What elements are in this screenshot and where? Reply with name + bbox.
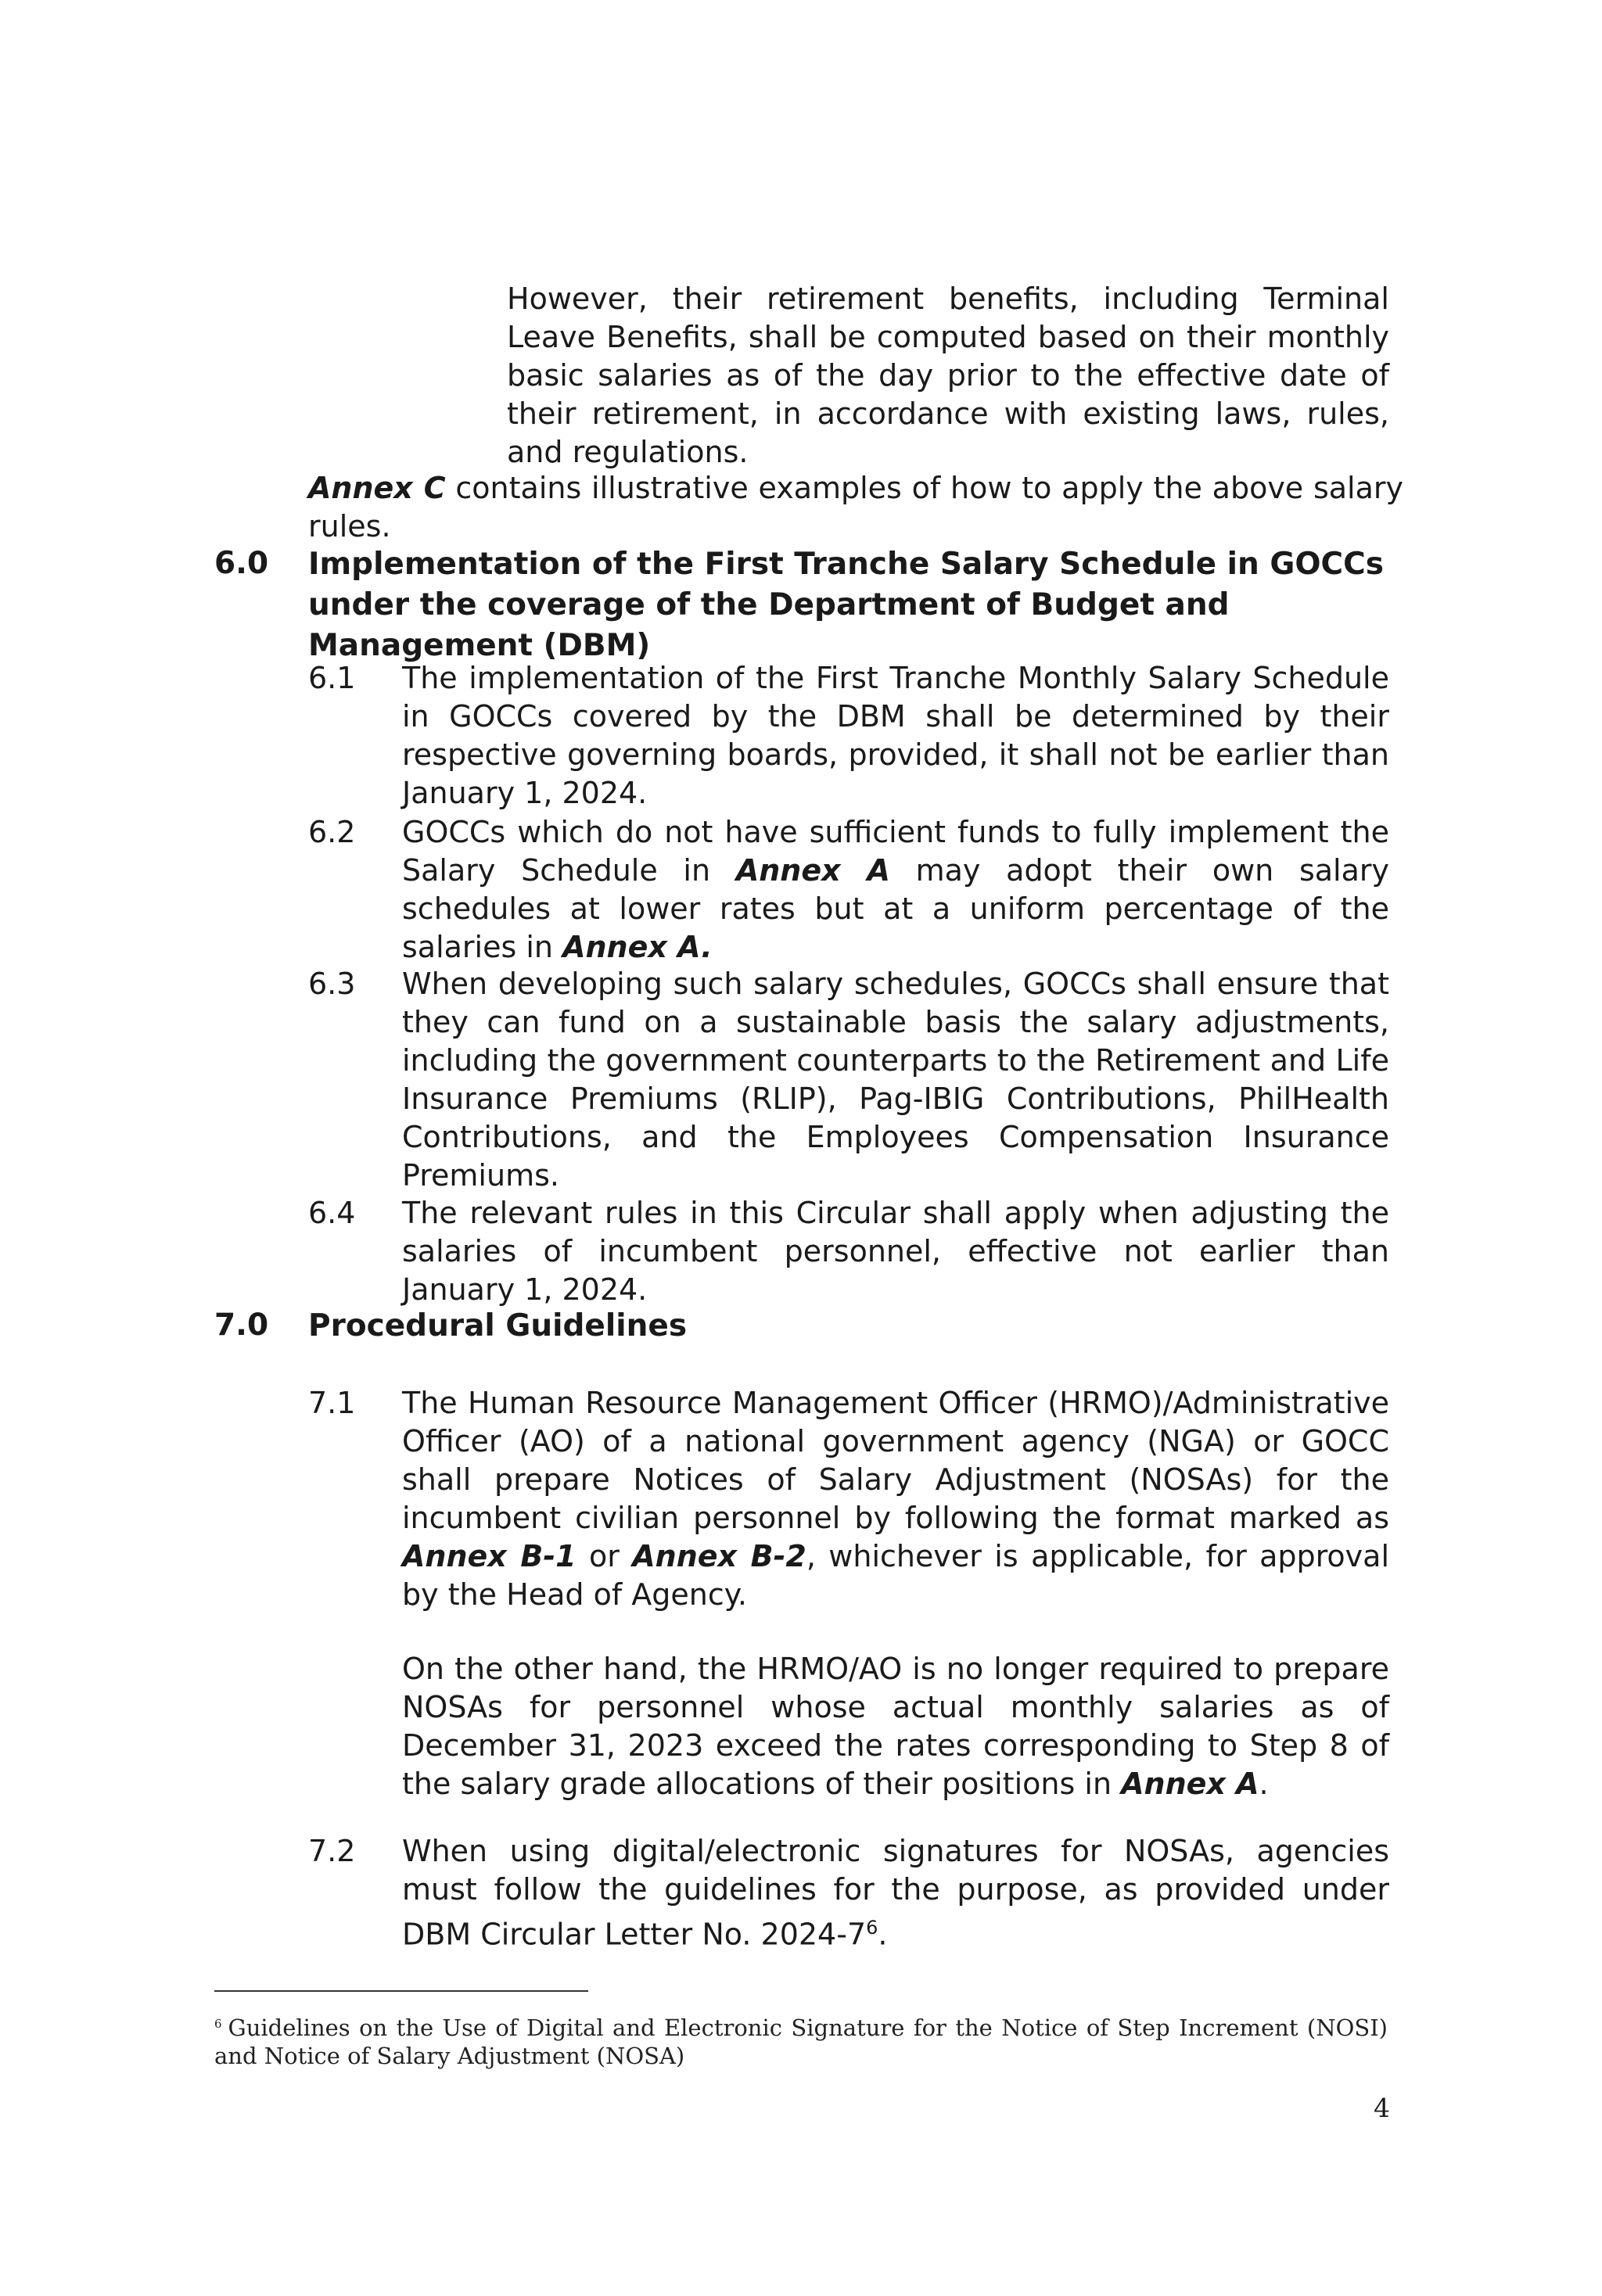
item-6-2-text <box>402 813 1389 967</box>
item-6-3-text: When developing such salary schedules, GOCCs shall ensure that they can fund on a sustainable basis the salary adjustments, including the government counterparts to the Retirement and Life Insurance Premiums (RLIP), Pag-IBIG Contributions, PhilHealth Contributions, and the Employees Compensation Insurance Premiums. <box>402 967 1389 1193</box>
footnote-text: Guidelines on the Use of Digital and Electronic Signature for the Notice of Step Increment (NOSI) and Notice of Salary Adjustment (NOSA) <box>214 2014 1388 2069</box>
footnote-marker: 6 <box>214 2017 222 2031</box>
section-7-number: 7.0 <box>214 1308 269 1343</box>
footnote <box>214 2010 1388 2070</box>
annex-a-ref: Annex A <box>1121 1767 1259 1801</box>
item-6-3-number: 6.3 <box>308 967 356 1001</box>
item-7-1-paragraph-2 <box>402 1650 1389 1803</box>
item-7-1-text-c: , whichever is applicable, for approval by the Head of Agency. <box>402 1539 1390 1612</box>
item-6-1-number: 6.1 <box>308 661 356 695</box>
retirement-paragraph: However, their retirement benefits, including Terminal Leave Benefits, shall be computed based on their monthly basic salaries as of the day prior to the effective date of their retirement, in accordance with existing laws, rules, and regulations. <box>507 282 1389 469</box>
item-6-4-number: 6.4 <box>308 1196 356 1230</box>
item-6-2-text-a: GOCCs which do not have sufficient funds to fully implement the Salary Schedule in <box>402 815 1389 888</box>
footnote-reference: 6 <box>866 1917 878 1939</box>
annex-c-note-text: contains illustrative examples of how to apply the above salary rules. <box>308 471 1404 544</box>
item-6-2-number: 6.2 <box>308 815 356 849</box>
annex-a-ref: Annex A. <box>562 930 713 964</box>
item-6-1-text: The implementation of the First Tranche Monthly Salary Schedule in GOCCs covered by the DBM shall be determined by their respective governing boards, provided, it shall not be earlier than January 1, 2024. <box>402 661 1389 810</box>
annex-c-note <box>308 469 1403 546</box>
item-6-2-text-b: may adopt their own salary schedules at lower rates but at a uniform percentage of the salaries in <box>402 853 1390 964</box>
item-7-2-text-end: . <box>878 1917 888 1952</box>
annex-c-ref: Annex C <box>308 471 446 505</box>
section-6-title: Implementation of the First Tranche Salary Schedule in GOCCs under the coverage of the Department of Budget and Management (DBM) <box>308 547 1384 663</box>
page-number: 4 <box>1374 2093 1390 2123</box>
item-7-1-para2-text-b: . <box>1259 1767 1269 1801</box>
annex-a-ref: Annex A <box>735 853 890 888</box>
section-7-title: Procedural Guidelines <box>308 1308 688 1344</box>
item-6-4-text: The relevant rules in this Circular shall apply when adjusting the salaries of incumbent personnel, effective not earlier than January 1, 2024. <box>402 1196 1389 1307</box>
item-7-2-text <box>402 1832 1389 1954</box>
item-7-1-text <box>402 1384 1389 1614</box>
item-7-1-text-b: or <box>576 1539 633 1573</box>
item-7-1-number: 7.1 <box>308 1386 356 1420</box>
section-6-number: 6.0 <box>214 546 269 581</box>
item-7-2-number: 7.2 <box>308 1834 356 1868</box>
footnote-divider <box>214 1990 588 1992</box>
annex-b2-ref: Annex B-2 <box>632 1539 806 1573</box>
item-7-1-para2-text-a: On the other hand, the HRMO/AO is no longer required to prepare NOSAs for personnel whose actual monthly salaries as of December 31, 2023 exceed the rates corresponding to Step 8 of the salary grade allocations of their positions in <box>402 1652 1389 1801</box>
annex-b1-ref: Annex B-1 <box>402 1539 577 1573</box>
item-7-1-text-a: The Human Resource Management Officer (HRMO)/Administrative Officer (AO) of a national government agency (NGA) or GOCC shall prepare Notices of Salary Adjustment (NOSAs) for the incumbent civilian personnel by following the format marked as <box>402 1386 1389 1535</box>
item-7-2-text-main: When using digital/electronic signatures for NOSAs, agencies must follow the guidelines for the purpose, as provided under DBM Circular Letter No. 2024-7 <box>402 1834 1389 1952</box>
